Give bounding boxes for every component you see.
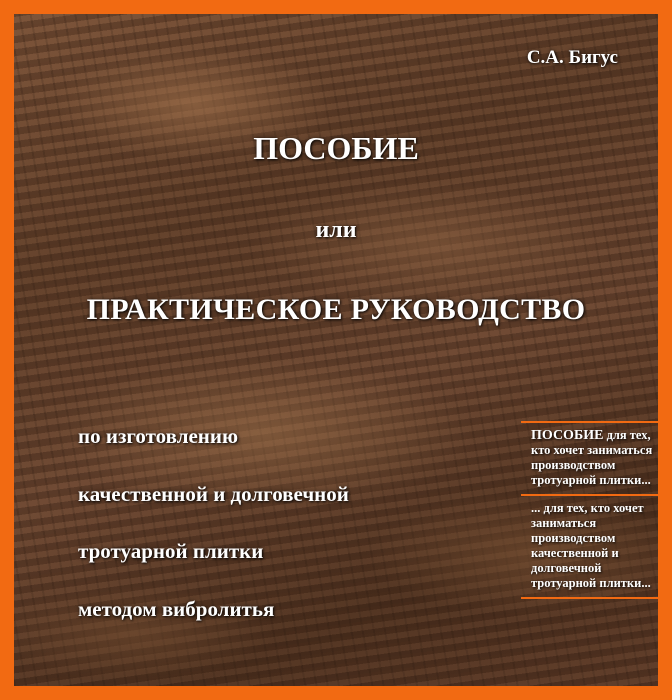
side-note-1-line-1: для тех, [603, 428, 651, 442]
side-note-1 [521, 423, 669, 494]
side-note-1-line-2: кто хочет заниматься [531, 443, 653, 457]
side-note-2-line-6: тротуарной плитки... [531, 576, 651, 590]
side-note-2-line-5: долговечной [531, 561, 602, 575]
side-note-2-line-1: ... для тех, кто хочет [531, 501, 644, 515]
side-note-1-lead: ПОСОБИЕ [531, 428, 604, 443]
side-note-1-line-4: тротуарной плитки... [531, 473, 651, 487]
side-note-box [521, 421, 669, 599]
side-note-1-line-3: производством [531, 458, 616, 472]
side-note-2 [521, 496, 669, 597]
description-line-2: качественной и долговечной [78, 482, 349, 506]
side-divider-bottom [521, 597, 671, 599]
title-subtitle: ПРАКТИЧЕСКОЕ РУКОВОДСТВО [86, 293, 586, 326]
side-note-2-line-2: заниматься [531, 516, 597, 530]
side-note-2-line-3: производством [531, 531, 616, 545]
title-conjunction: или [315, 217, 357, 243]
description-line-1: по изготовлению [78, 424, 239, 448]
description-line-4: методом вибролитья [78, 597, 275, 621]
title-main: ПОСОБИЕ [253, 130, 419, 166]
description-line-3: тротуарной плитки [78, 539, 264, 563]
author-name: С.А. Бигус [526, 47, 618, 68]
side-note-2-line-4: качественной и [531, 546, 619, 560]
